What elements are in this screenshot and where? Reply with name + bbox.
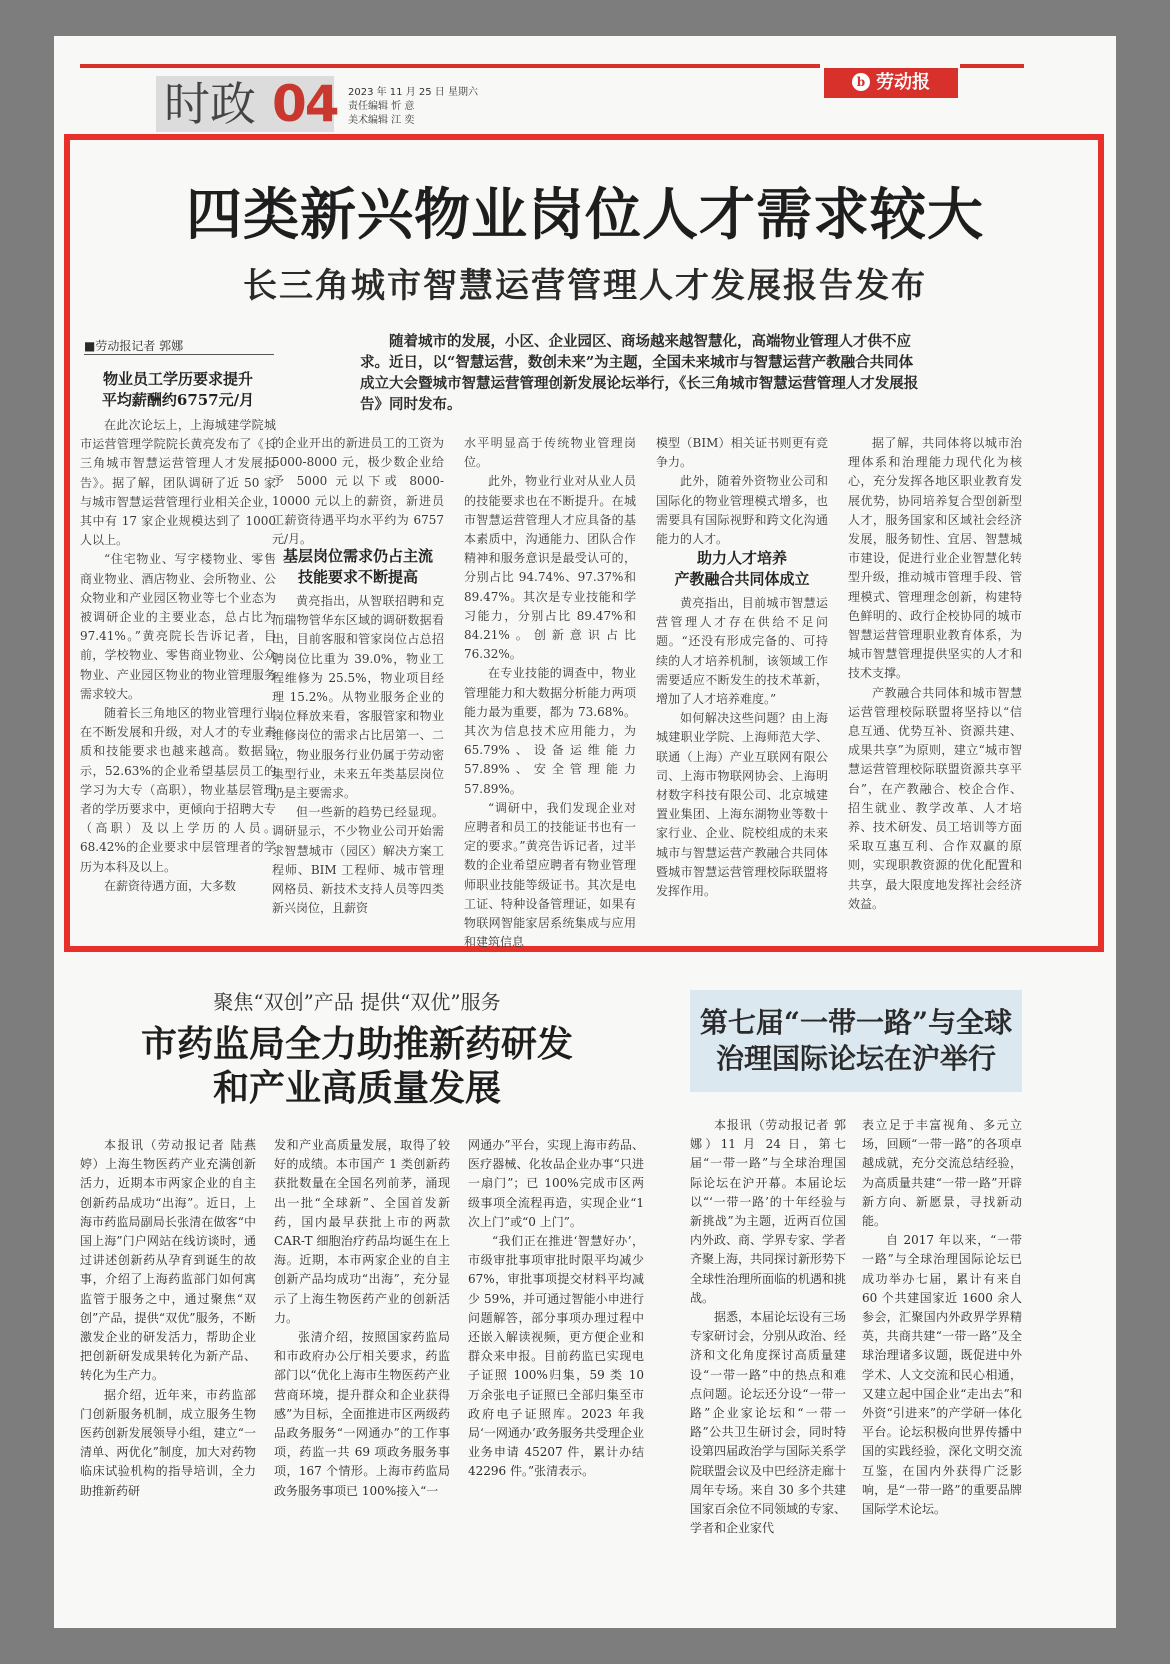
article1-column-4b: 黄亮指出，目前城市智慧运营管理人才存在供给不足问题。“还没有形成完备的、可持续的人才培养机制，该领域工作需要适应不断发生的技术革新，增加了人才培养难度。” 如何解决这些问题？由上海城建职业学院、上海师范大学、联通（上海）产业互联网有限公司、上海市物联网协会、上海明材数字科技有限公司、北京城建置业集团、上海东湖物业等数十家行业、企业、院校组成的未来城市与智慧运营产教融合共同体暨城市智慧运营管理校际联盟将发挥作用。: [656, 596, 828, 899]
article2-column-1: 本报讯（劳动报记者 陆燕婷）上海生物医药产业充满创新活力，近期本市两家企业的自主创新药品成功“出海”。近日，上海市药监局副局长张清在做客“中国上海”门户网站在线访谈时，通过讲述创新药从孕育到诞生的故事，介绍了上海药监部门如何寓监管于服务之中，通过聚焦“双创”产品，提供“双优”服务，不断激发企业的研发活力，帮助企业把创新研发成果转化为新产品、转化为生产力。 据介绍，近年来，市药监部门创新服务机制，成立服务生物医药创新发展领导小组，建立“一清单、两优化”制度，加大对药物临床试验机构的指导培训，全力助推新药研: [80, 1138, 256, 1498]
masthead-meta: [348, 86, 478, 128]
article1-column-3: 水平明显高于传统物业管理岗位。 此外，物业行业对从业人员的技能要求也在不断提升。在城市智慧运营管理人才应具备的基本素质中，沟通能力、团队合作精神和服务意识是最受认可的，分别占比 94.74%、97.37%和 89.47%。其次是专业技能和学习能力，分别占比 89.47%和 84.21%。创新意识占比 76.32%。 在专业技能的调查中，物业管理能力和大数据分析能力两项能力最为重要，都为 73.68%。其次为信息技术应用能力，为 65.79%、设备运维能力 57.89%、安全管理能力 57.89%。 “调研中，我们发现企业对应聘者和员工的技能证书也有一定的要求。”黄亮告诉记者，过半数的企业希望应聘者有物业管理师职业技能等级证书。其次是电工证、特种设备管理证，如果有物联网智能家居系统集成与应用和建筑信息: [464, 436, 636, 950]
masthead-rule-left: [80, 64, 820, 68]
newspaper-page: [54, 36, 1116, 1628]
subhead-education-salary: 物业员工学历要求提升 平均薪酬约6757元/月: [101, 370, 255, 409]
art-editor-credit: 美术编辑 江 奕: [348, 115, 415, 126]
article3-column-1: 本报讯（劳动报记者 郭娜）11 月 24 日，第七届“一带一路”与全球治理国际论坛在沪开幕。本届论坛以“‘一带一路’的十年经验与新挑战”为主题，近两百位国内外政、商、学界专家、学者齐聚上海，共同探讨新形势下全球性治理所面临的机遇和挑战。 据悉，本届论坛设有三场专家研讨会，分别从政治、经济和文化角度探讨高质量建设“一带一路”中的热点和难点问题。论坛还分设“一带一路”企业家论坛和“一带一路”公共卫生研讨会，同时特设第四届政治学与国际关系学院联盟会议及中巴经济走廊十周年专场。来自 30 多个共建国家百余位不同领域的专家、学者和企业家代: [690, 1118, 847, 1536]
article3-headline-box: [690, 990, 1022, 1092]
article1-column-4a: 模型（BIM）相关证书则更有竞争力。 此外，随着外资物业公司和国际化的物业管理模式增多，也需要具有国际视野和跨文化沟通能力的人才。: [656, 436, 828, 547]
article1-column-5: 据了解，共同体将以城市治理体系和治理能力现代化为核心，充分发挥各地区职业教育发展优势，协同培养复合型创新型人才，服务国家和区域社会经济发展，服务韧性、宜居、智慧城市建设，促进行业企业智慧化转型升级，推动城市管理手段、管理模式、管理理念创新，构建特色鲜明的、政行企校协同的城市智慧运营管理职业教育体系，为城市智慧管理提供坚实的人才和技术支撑。 产教融合共同体和城市智慧运营管理校际联盟将坚持以“信息互通、优势互补、资源共建、成果共享”为原则，建立“城市智慧运营管理校际联盟资源共享平台”，在产教融合、校企合作、招生就业、教学改革、人才培养、技术研发、员工培训等方面采取互惠互利、合作双赢的原则，实现职教资源的优化配置和共享，最大限度地发挥社会经济效益。: [848, 436, 1022, 911]
article1-column-2a: 的企业开出的新进员工的工资为 5000-8000 元，极少数企业给予 5000 元以下或 8000-10000 元以上的薪资，新进员工薪资待遇平均水平约为 6757 元/月。: [272, 436, 444, 547]
editor-credit: 责任编辑 忻 意: [348, 101, 415, 112]
issue-date: 2023 年 11 月 25 日 星期六: [348, 87, 478, 98]
newspaper-logo: [824, 68, 958, 98]
article-subheadline: 长三角城市智慧运营管理人才发展报告发布: [243, 266, 927, 306]
article3-column-2: 表立足于丰富视角、多元立场，回顾“一带一路”的各项卓越成就，充分交流总结经验，为高质量共建“一带一路”开辟新方向、新愿景，寻找新动能。 自 2017 年以来，“一带一路”与全球治理国际论坛已成功举办七届，累计有来自 60 个共建国家近 1600 余人参会，汇聚国内外政界学界精英，共商共建“一带一路”及全球治理诸多议题，既促进中外学术、人文交流和民心相通，又建立起中国企业“走出去”和外资“引进来”的产学研一体化平台。论坛积极向世界传播中国的实践经验，深化文明交流互鉴，在国内外获得广泛影响，是“一带一路”的重要品牌国际学术论坛。: [862, 1118, 1022, 1517]
article2-column-2: 发和产业高质量发展，取得了较好的成绩。本市国产 1 类创新药获批数量在全国名列前茅，涌现出一批“全球新”、全国首发新药，国内最早获批上市的两款 CAR-T 细胞治疗药品均诞生在上海。近期，本市两家企业的自主创新产品均成功“出海”，充分显示了上海生物医药产业的创新活力。 张清介绍，按照国家药监局和市政府办公厅相关要求，药监部门以“优化上海市生物医药产业营商环境，提升群众和企业获得感”为目标，全面推进市区两级药品政务服务“一网通办”的工作事项，药监一共 69 项政务服务事项，167 个情形。上海市药监局政务服务事项已 100%接入“一: [274, 1138, 450, 1498]
article3-headline-line2: 治理国际论坛在沪举行: [715, 1042, 996, 1075]
article-headline: 四类新兴物业岗位人才需求较大: [186, 182, 984, 248]
article1-column-2b: 黄亮指出，从智联招聘和克而瑞物管华东区域的调研数据看出，目前客服和管家岗位占总招聘岗位比重为 39.0%，物业工程维修为 25.5%，物业项目经理 15.2%。从物业服务企业的岗位释放来看，客服管家和物业维修岗位的需求占比居第一、二位，物业服务行业仍属于劳动密集型行业，未来五年类基层岗位仍是主要需求。 但一些新的趋势已经显现。调研显示，不少物业公司开始需求智慧城市（园区）解决方案工程师、BIM 工程师、城市管理网格员、新技术支持人员等四类新兴岗位，且薪资: [272, 594, 444, 916]
logo-icon: b: [852, 73, 870, 91]
byline: ■劳动报记者 郭娜: [84, 338, 274, 355]
article2-kicker: 聚焦“双创”产品 提供“双优”服务: [213, 990, 501, 1014]
page-number: 04: [272, 75, 338, 133]
masthead-rule-right: [960, 64, 1024, 68]
logo-text: 劳动报: [876, 72, 930, 93]
section-name: 时政: [164, 77, 256, 131]
article2-headline: 市药监局全力助推新药研发 和产业高质量发展: [140, 1023, 573, 1109]
subhead-talent-training: 助力人才培养 产教融合共同体成立: [674, 549, 810, 588]
article3-headline-line1: 第七届“一带一路”与全球: [699, 1006, 1013, 1039]
article1-column-1: 在此次论坛上，上海城建学院城市运营管理学院院长黄亮发布了《长三角城市智慧运营管理人才发展报告》。据了解，团队调研了近 50 家与城市智慧运营管理行业相关企业，其中有 17 家企业规模达到了 1000 人以上。 “住宅物业、写字楼物业、零售商业物业、酒店物业、会所物业、公众物业和产业园区物业等七个业态为被调研企业的主要业态，总占比为 97.41%。”黄亮院长告诉记者，目前，学校物业、零售商业物业、公众物业、产业园区物业的物业管理服务需求较大。 随着长三角地区的物业管理行业在不断发展和升级，对人才的专业素质和技能要求也越来越高。数据显示，52.63%的企业希望基层员工的学习为大专（高职），物业基层管理者的学历要求中，更倾向于招聘大专（高职）及以上学历的人员。68.42%的企业要求中层管理者的学历为本科及以上。 在薪资待遇方面，大多数: [80, 418, 276, 893]
article2-column-3: 网通办”平台，实现上海市药品、医疗器械、化妆品企业办事“只进一扇门”；已 100%完成市区两级事项全流程再造，实现企业“1 次上门”或“0 上门”。 “我们正在推进‘智慧好办’，市级审批事项审批时限平均减少 67%，审批事项提交材料平均减少 59%，并可通过智能小申进行问题解答，部分事项办理过程中还嵌入解读视频，更方便企业和群众来申报。目前药监已实现电子证照 100%归集，59 类 10 万余张电子证照已全部归集至市政府电子证照库。2023 年我局‘一网通办’政务服务共受理企业业务申请 45207 件，累计办结 42296 件。”张清表示。: [468, 1138, 644, 1479]
subhead-grassroots-jobs: 基层岗位需求仍占主流 技能要求不断提高: [282, 547, 433, 586]
article-lead: 随着城市的发展，小区、企业园区、商场越来越智慧化，高端物业管理人才供不应求。近日，以“智慧运营，数创未来”为主题，全国未来城市与智慧运营产教融合共同体成立大会暨城市智慧运营管理创新发展论坛举行，《长三角城市智慧运营管理人才发展报告》同时发布。: [360, 333, 919, 413]
